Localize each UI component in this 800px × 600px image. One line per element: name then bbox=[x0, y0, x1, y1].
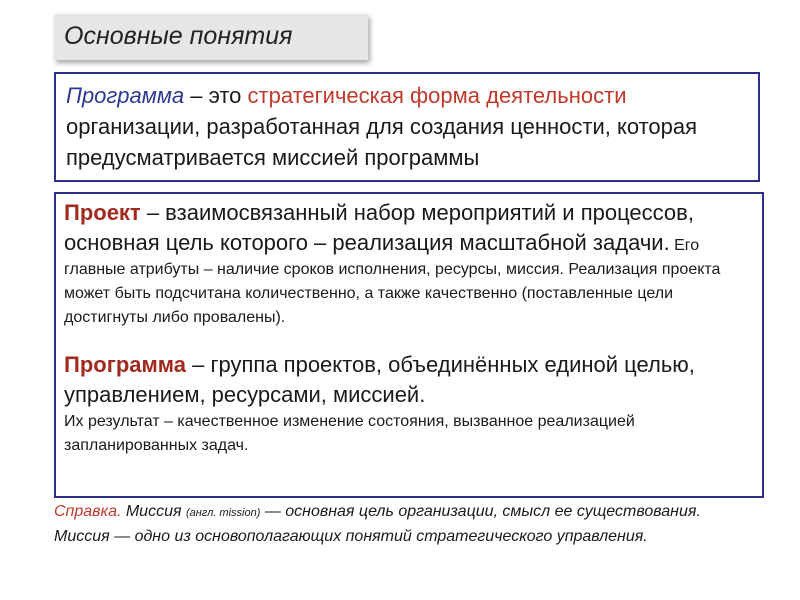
project-term: Проект bbox=[64, 200, 141, 225]
program-paragraph bbox=[64, 350, 756, 410]
program-definition-box bbox=[54, 72, 760, 182]
note-aside: (англ. mission) bbox=[185, 507, 261, 519]
project-program-box bbox=[54, 192, 764, 498]
note-label: Справка. bbox=[54, 503, 122, 520]
note-part-2: — основная цель организации, смысл ее существования. Миссия — одно из основополагающих понятий стратегического управления. bbox=[54, 503, 701, 545]
definition-highlight-1: стратегическая форма bbox=[247, 83, 480, 108]
program-term: Программа bbox=[66, 83, 185, 108]
reference-note bbox=[54, 500, 744, 549]
definition-highlight-2: деятельности bbox=[486, 83, 627, 108]
definition-dash: – это bbox=[184, 83, 248, 108]
project-program-content bbox=[64, 198, 756, 458]
title-box bbox=[54, 14, 368, 60]
project-paragraph bbox=[64, 198, 756, 330]
program-definition-text bbox=[66, 80, 756, 173]
definition-rest: организации, разработанная для создания ценности, которая предусматривается миссией программы bbox=[66, 114, 698, 170]
program-result: Их результат – качественное изменение состояния, вызванное реализацией запланированных задач. bbox=[64, 413, 635, 454]
project-definition: – взаимосвязанный набор мероприятий и процессов, основная цель которого – реализация масштабной задачи. bbox=[64, 200, 694, 255]
paragraph-gap bbox=[64, 330, 756, 350]
page-title: Основные понятия bbox=[64, 22, 293, 50]
note-part-1: Миссия bbox=[121, 503, 186, 520]
project-attributes: Его главные атрибуты – наличие сроков исполнения, ресурсы, миссия. Реализация проекта может быть подсчитана количественно, а также качественно (поставленные цели достигнуты либо провалены). bbox=[64, 237, 721, 326]
program-term-2: Программа bbox=[64, 352, 187, 377]
program-definition: – группа проектов, объединённых единой целью, управлением, ресурсами, миссией. bbox=[64, 352, 695, 407]
